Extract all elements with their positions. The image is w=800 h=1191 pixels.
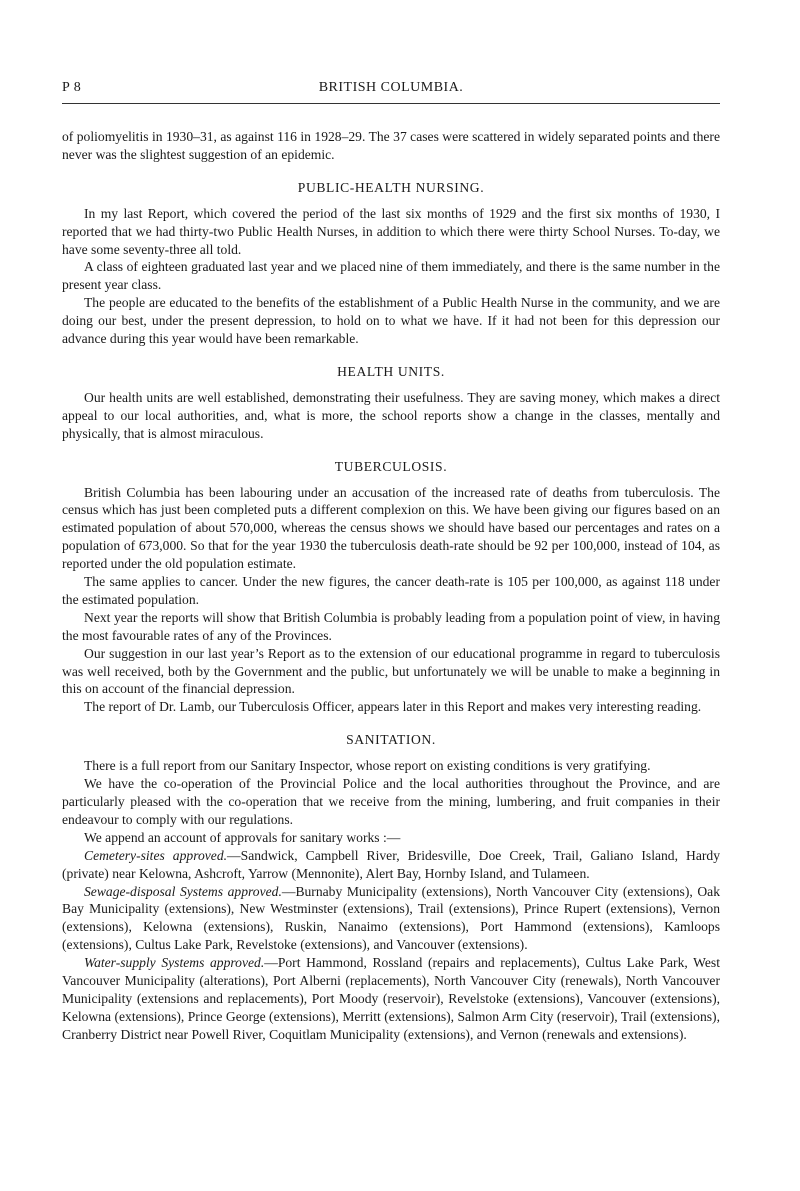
paragraph-poliomyelitis: of poliomyelitis in 1930–31, as against 116 in 1928–29. The 37 cases were scattered in widely separated points and there never was the slightest suggestion of an epidemic. (62, 129, 720, 162)
paragraph-tuberculosis-2: The same applies to cancer. Under the new figures, the cancer death-rate is 105 per 100,000, as against 118 under the estimated population. (62, 574, 720, 607)
paragraph-tuberculosis-4: Our suggestion in our last year’s Report as to the extension of our educational programme in regard to tuberculosis was well received, both by the Government and the public, but unfortunately we will be unable to make a beginning in this on account of the financial depression. (62, 645, 720, 697)
heading-public-health-nursing: PUBLIC-HEALTH NURSING. (297, 179, 485, 195)
paragraph-nursing-1: In my last Report, which covered the period of the last six months of 1929 and the first six months of 1930, I reported that we had thirty-two Public Health Nurses, in addition to which there were thirty School Nurses. To-day, we have some seventy-three all told. (62, 205, 720, 257)
page-number: P 8 (62, 80, 82, 95)
paragraph-nursing-3: The people are educated to the benefits of the establishment of a Public Health Nurse in the community, and we are doing our best, under the present depression, to hold on to what we have. If it had not been for this depression our advance during this year would have been remarkable. (62, 295, 720, 347)
paragraph-sewage-disposal (62, 883, 720, 955)
heading-tuberculosis: TUBERCULOSIS. (334, 458, 448, 474)
paragraph-sanitation-1: There is a full report from our Sanitary Inspector, whose report on existing conditions is very gratifying. (84, 758, 651, 774)
cemetery-sites-list: —Sandwick, Campbell River, Bridesville, Doe Creek, Trail, Galiano Island, Hardy (private) near Kelowna, Ashcroft, Yarrow (Mennonite), Alert Bay, Hornby Island, and Tulameen. (62, 847, 720, 881)
running-title: BRITISH COLUMBIA. (318, 80, 464, 95)
paragraph-tuberculosis-5: The report of Dr. Lamb, our Tuberculosis Officer, appears later in this Report and makes very interesting reading. (84, 699, 702, 715)
sewage-disposal-list: —Burnaby Municipality (extensions), North Vancouver City (extensions), Oak Bay Municipality (extensions), New Westminster (extensions), Trail (extensions), Prince Rupert (extensions), Vernon (extensions), Kelowna (extensions), Ruskin, Nanaimo (extensions), Port Hammond (extensions), Kamloops (extensions), Cultus Lake Park, Revelstoke (extensions), and Vancouver (extensions). (62, 883, 720, 953)
header-rule (62, 103, 720, 104)
paragraph-water-supply (62, 954, 720, 1044)
heading-health-units: HEALTH UNITS. (337, 363, 445, 379)
cemetery-sites-label: Cemetery-sites approved. (84, 847, 228, 863)
paragraph-tuberculosis-3: Next year the reports will show that British Columbia is probably leading from a population point of view, in having the most favourable rates of any of the Provinces. (62, 609, 720, 643)
paragraph-health-units-1: Our health units are well established, demonstrating their usefulness. They are saving money, which makes a direct appeal to our local authorities, and, what is more, the school reports show a change in the classes, mentally and physically, that is almost miraculous. (62, 389, 720, 441)
paragraph-tuberculosis-1: British Columbia has been labouring under an accusation of the increased rate of deaths from tuberculosis. The census which has just been completed puts a different complexion on this. We have been giving our figures based on an estimated population of about 570,000, whereas the census shows we should have based our percentages and rates on a population of 673,000. So that for the year 1930 the tuberculosis death-rate should be 92 per 100,000, instead of 104, as reported under the old population estimate. (62, 484, 720, 572)
paragraph-sanitation-2: We have the co-operation of the Provincial Police and the local authorities throughout the Province, and are particularly pleased with the co-operation that we receive from the mining, lumbering, and fruit companies in their endeavour to comply with our regulations. (62, 776, 720, 827)
document-body (62, 128, 720, 1044)
paragraph-cemetery-sites (62, 847, 720, 883)
paragraph-nursing-2: A class of eighteen graduated last year and we placed nine of them immediately, and there is the same number in the present year class. (62, 259, 720, 293)
running-head (62, 80, 720, 100)
water-supply-label: Water-supply Systems approved. (84, 955, 265, 971)
paragraph-sanitation-3: We append an account of approvals for sanitary works :— (84, 829, 401, 845)
water-supply-list: —Port Hammond, Rossland (repairs and replacements), Cultus Lake Park, West Vancouver Municipality (alterations), Port Alberni (replacements), North Vancouver City (renewals), North Vancouver Municipality (extensions and replacements), Port Moody (reservoir), Revelstoke (extensions), Vancouver (extensions), Kelowna (extensions), Prince George (extensions), Merritt (extensions), Salmon Arm City (reservoir), Trail (extensions), Cranberry District near Powell River, Coquitlam Municipality (extensions), and Vernon (renewals and extensions). (62, 955, 720, 1042)
sewage-disposal-label: Sewage-disposal Systems approved. (84, 883, 282, 899)
heading-sanitation: SANITATION. (346, 732, 436, 748)
